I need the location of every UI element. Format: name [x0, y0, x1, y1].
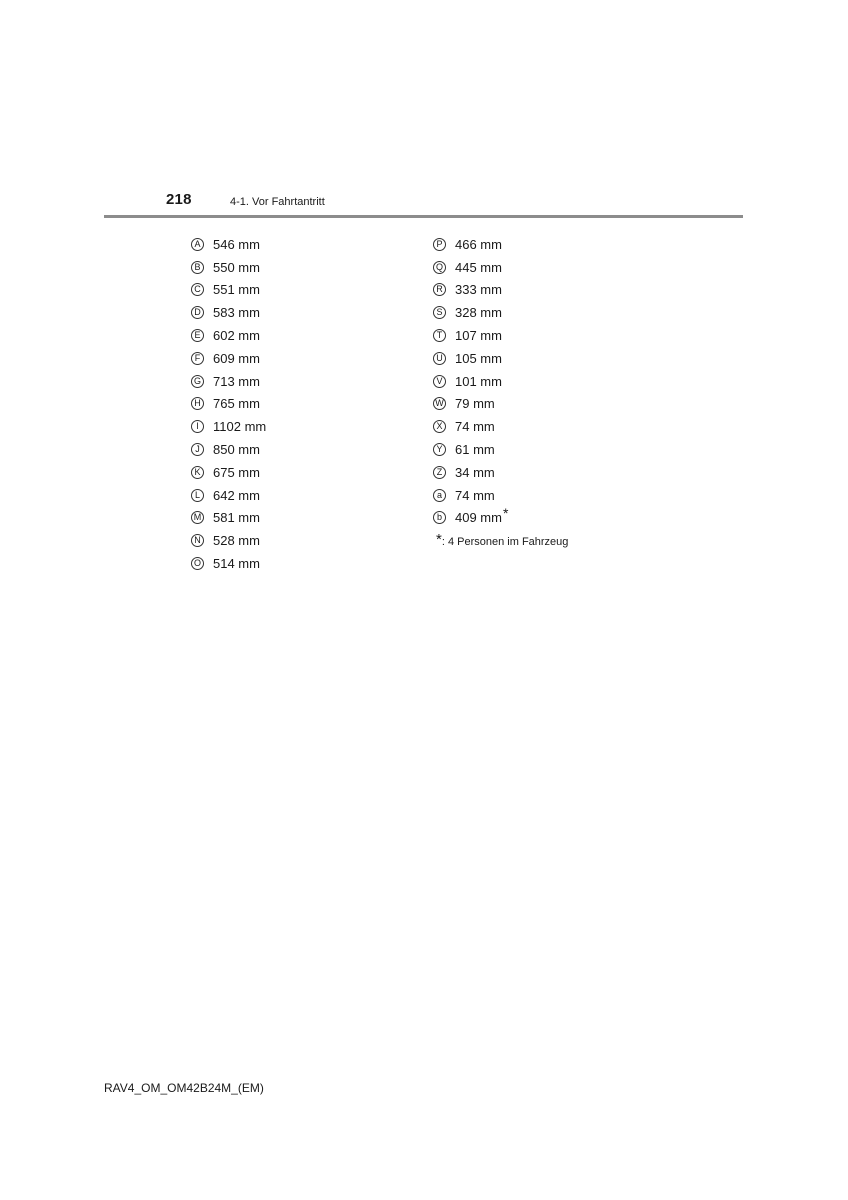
- dimension-value: 609 mm: [213, 350, 260, 366]
- marker-badge: U: [433, 352, 446, 365]
- list-item: [433, 504, 568, 530]
- list-item: [191, 552, 266, 575]
- dimension-value: 74 mm: [455, 419, 495, 435]
- marker-badge: R: [433, 283, 446, 296]
- list-item: [191, 301, 266, 324]
- dimension-value: 61 mm: [455, 442, 495, 458]
- marker-badge: E: [191, 329, 204, 342]
- marker-badge: A: [191, 238, 204, 251]
- dimension-value: 550 mm: [213, 259, 260, 275]
- list-item: [191, 370, 266, 393]
- dimension-value: 583 mm: [213, 305, 260, 321]
- footnote: [433, 530, 568, 554]
- dimension-value: 514 mm: [213, 556, 260, 572]
- list-item: [191, 233, 266, 256]
- dimension-value: 602 mm: [213, 328, 260, 344]
- marker-badge: H: [191, 397, 204, 410]
- dimension-value: 445 mm: [455, 259, 502, 275]
- list-item: [191, 347, 266, 370]
- marker-badge: Q: [433, 261, 446, 274]
- dimension-value: 675 mm: [213, 464, 260, 480]
- list-item: [191, 461, 266, 484]
- dimension-value: 466 mm: [455, 236, 502, 252]
- marker-badge: M: [191, 511, 204, 524]
- dimension-list-right: [433, 233, 568, 554]
- dimension-value: 642 mm: [213, 487, 260, 503]
- list-item: [433, 461, 568, 484]
- footnote-star: *: [436, 530, 442, 548]
- dimension-value: 528 mm: [213, 533, 260, 549]
- list-item: [191, 415, 266, 438]
- marker-badge: X: [433, 420, 446, 433]
- marker-badge: L: [191, 489, 204, 502]
- list-item: [433, 484, 568, 507]
- list-item: [433, 415, 568, 438]
- list-item: [191, 529, 266, 552]
- dimension-list-left: [191, 233, 266, 575]
- marker-badge: F: [191, 352, 204, 365]
- marker-badge: C: [191, 283, 204, 296]
- footnote-mark: *: [502, 504, 509, 521]
- dimension-value: 409 mm: [455, 510, 502, 526]
- marker-badge: S: [433, 306, 446, 319]
- marker-badge: T: [433, 329, 446, 342]
- marker-badge: O: [191, 557, 204, 570]
- dimension-value: 1102 mm: [213, 419, 267, 435]
- dimension-value: 34 mm: [455, 464, 495, 480]
- dimension-value: 551 mm: [213, 282, 260, 298]
- list-item: [433, 301, 568, 324]
- list-item: [191, 279, 266, 302]
- list-item: [433, 438, 568, 461]
- marker-badge: N: [191, 534, 204, 547]
- dimension-value: 765 mm: [213, 396, 260, 412]
- dimension-value: 79 mm: [455, 396, 495, 412]
- list-item: [433, 256, 568, 279]
- dimension-value: 333 mm: [455, 282, 502, 298]
- marker-badge: I: [191, 420, 204, 433]
- section-title: 4-1. Vor Fahrtantritt: [230, 196, 325, 208]
- list-item: [433, 324, 568, 347]
- list-item: [191, 438, 266, 461]
- marker-badge: Z: [433, 466, 446, 479]
- marker-badge: G: [191, 375, 204, 388]
- footnote-text: : 4 Personen im Fahrzeug: [441, 536, 569, 549]
- marker-badge: J: [191, 443, 204, 456]
- marker-badge: V: [433, 375, 446, 388]
- list-item: [191, 324, 266, 347]
- document-code: RAV4_OM_OM42B24M_(EM): [104, 1081, 264, 1095]
- marker-badge: a: [433, 489, 446, 502]
- marker-badge: D: [191, 306, 204, 319]
- marker-badge: b: [433, 511, 446, 524]
- marker-badge: P: [433, 238, 446, 251]
- dimension-value: 546 mm: [213, 236, 260, 252]
- dimension-value: 850 mm: [213, 442, 260, 458]
- list-item: [433, 370, 568, 393]
- marker-badge: Y: [433, 443, 446, 456]
- marker-badge: W: [433, 397, 446, 410]
- list-item: [433, 347, 568, 370]
- page-number: 218: [166, 191, 192, 208]
- list-item: [433, 233, 568, 256]
- dimension-value: 713 mm: [213, 373, 260, 389]
- dimension-value: 105 mm: [455, 350, 502, 366]
- dimension-value: 101 mm: [455, 373, 502, 389]
- list-item: [191, 256, 266, 279]
- dimension-value: 107 mm: [455, 328, 502, 344]
- list-item: [433, 279, 568, 302]
- dimension-value: 328 mm: [455, 305, 502, 321]
- list-item: [191, 507, 266, 530]
- header-rule: [104, 215, 743, 218]
- marker-badge: K: [191, 466, 204, 479]
- list-item: [191, 484, 266, 507]
- list-item: [191, 393, 266, 416]
- list-item: [433, 393, 568, 416]
- dimension-value: 581 mm: [213, 510, 260, 526]
- marker-badge: B: [191, 261, 204, 274]
- dimension-value: 74 mm: [455, 487, 495, 503]
